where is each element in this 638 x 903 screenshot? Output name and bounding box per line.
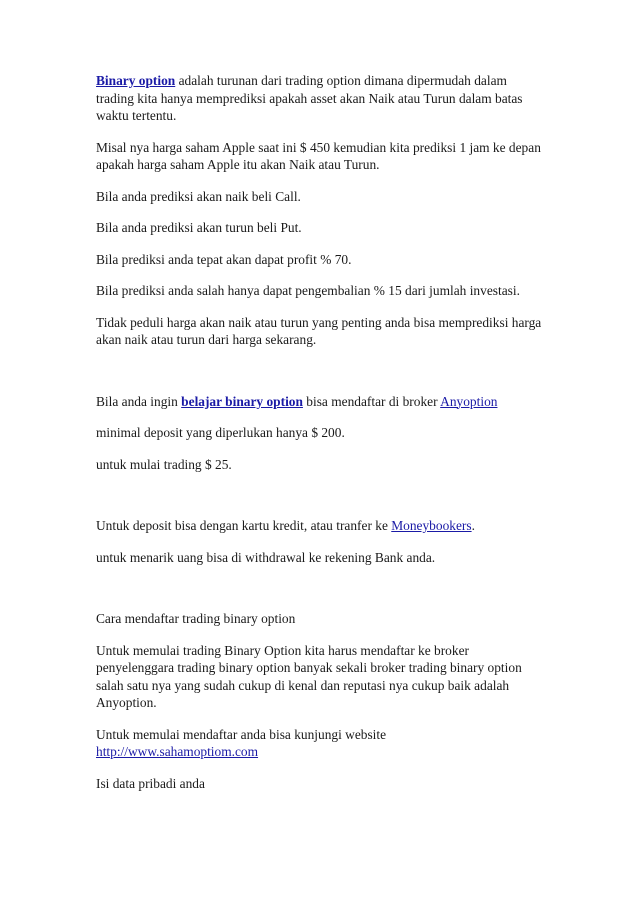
paragraph-register-mid: bisa mendaftar di broker xyxy=(302,393,441,409)
paragraph-personal-data: Isi data pribadi anda xyxy=(96,775,205,791)
paragraph-heading-register: Cara mendaftar trading binary option xyxy=(96,611,296,626)
paragraph-put: Bila anda prediksi akan turun beli Put. xyxy=(96,220,302,235)
paragraph-intro xyxy=(96,72,546,125)
paragraph-register xyxy=(96,393,546,411)
spacer xyxy=(96,487,546,517)
paragraph-loss: Bila prediksi anda salah hanya dapat pengembalian % 15 dari jumlah investasi. xyxy=(96,283,520,298)
anyoption-link[interactable]: Anyoption xyxy=(440,393,498,409)
spacer xyxy=(96,580,546,610)
paragraph-deposit-post: . xyxy=(471,518,475,533)
website-link[interactable]: http://www.sahamoptiom.com xyxy=(96,744,259,759)
paragraph-website-pre: Untuk memulai mendaftar anda bisa kunjungi website xyxy=(96,726,387,742)
paragraph-deposit xyxy=(96,517,546,535)
spacer xyxy=(96,363,546,393)
binary-option-link[interactable]: Binary option xyxy=(96,73,176,88)
paragraph-min-deposit: minimal deposit yang diperlukan hanya $ 200. xyxy=(96,425,345,440)
document-page xyxy=(96,72,546,806)
paragraph-min-trade: untuk mulai trading $ 25. xyxy=(96,456,232,472)
paragraph-register-pre: Bila anda ingin xyxy=(96,393,182,409)
moneybookers-link[interactable]: Moneybookers xyxy=(391,518,472,533)
belajar-binary-option-link[interactable]: belajar binary option xyxy=(181,393,303,409)
paragraph-website xyxy=(96,726,546,761)
paragraph-broker: Untuk memulai trading Binary Option kita harus mendaftar ke broker penyelenggara trading binary option banyak sekali broker trading binary option salah satu nya yang sudah cukup di kenal dan reputasi nya cukup baik adalah Anyoption. xyxy=(96,642,522,710)
paragraph-example: Misal nya harga saham Apple saat ini $ 450 kemudian kita prediksi 1 jam ke depan apakah harga saham Apple itu akan Naik atau Turun. xyxy=(96,139,541,172)
paragraph-deposit-pre: Untuk deposit bisa dengan kartu kredit, atau tranfer ke xyxy=(96,518,392,533)
paragraph-profit: Bila prediksi anda tepat akan dapat profit % 70. xyxy=(96,251,352,267)
paragraph-withdrawal: untuk menarik uang bisa di withdrawal ke rekening Bank anda. xyxy=(96,549,436,565)
paragraph-intro-text: adalah turunan dari trading option dimana dipermudah dalam trading kita hanya memprediksi apakah asset akan Naik atau Turun dalam batas waktu tertentu. xyxy=(96,73,523,123)
paragraph-predict: Tidak peduli harga akan naik atau turun yang penting anda bisa memprediksi harga akan naik atau turun dari harga sekarang. xyxy=(96,314,542,347)
paragraph-call: Bila anda prediksi akan naik beli Call. xyxy=(96,188,301,204)
